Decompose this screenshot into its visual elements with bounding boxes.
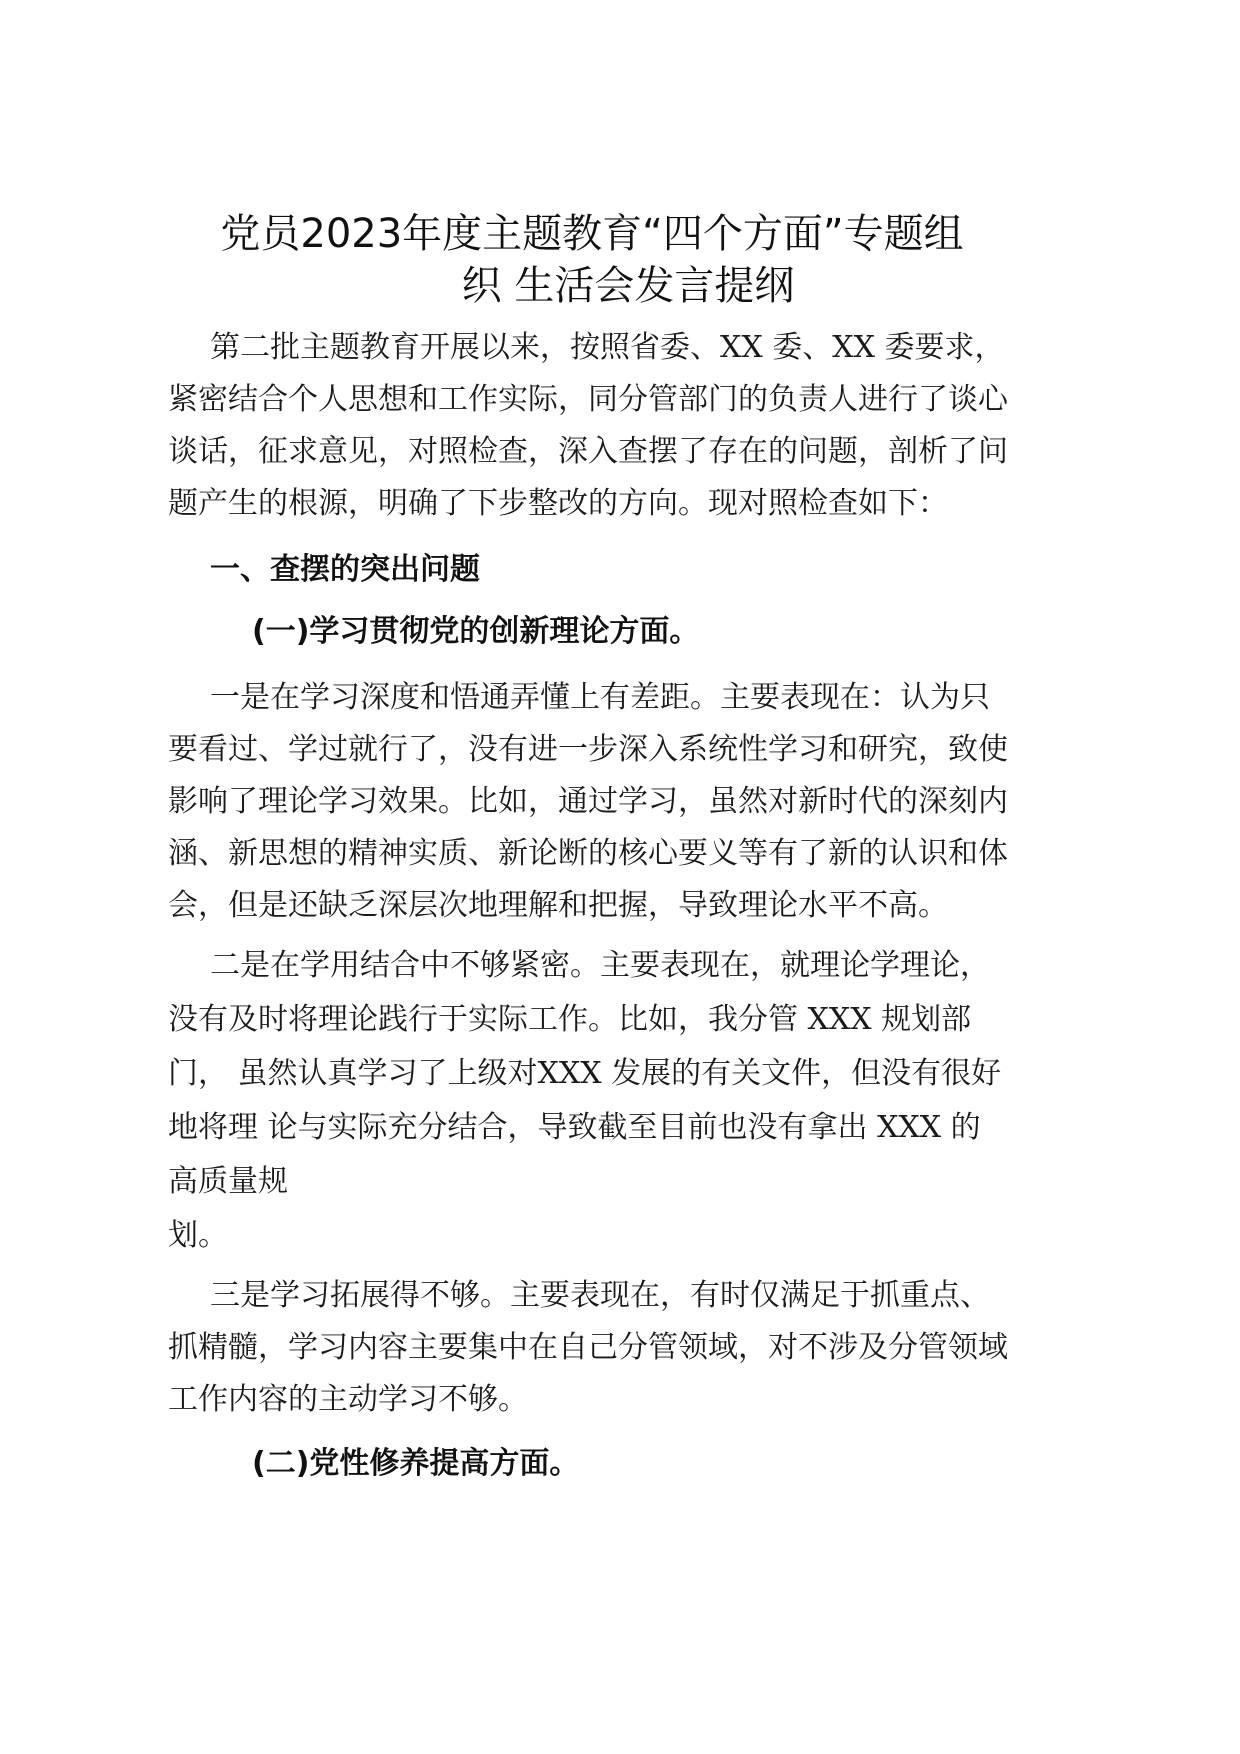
para1-line-3: 影响了理论学习效果。比如，通过学习，虽然对新时代的深刻内 [168, 784, 1008, 819]
para2-line-6: 划。 [168, 1218, 228, 1253]
section-heading-problems: 一、查摆的突出问题 [210, 552, 480, 587]
document-title-line-1: 党员2023年度主题教育“四个方面”专题组 [220, 211, 964, 257]
para2-line-5: 高质量规 [168, 1164, 288, 1199]
para3-line-1: 三是学习拓展得不够。主要表现在，有时仅满足于抓重点、 [210, 1278, 990, 1313]
subsection-heading-party-spirit: (二)党性修养提高方面。 [252, 1446, 580, 1481]
para2-line-1: 二是在学用结合中不够紧密。主要表现在，就理论学理论， [210, 948, 990, 983]
para3-line-2: 抓精髓，学习内容主要集中在自己分管领域，对不涉及分管领域 [168, 1330, 1008, 1365]
para1-line-2: 要看过、学过就行了，没有进一步深入系统性学习和研究，致使 [168, 732, 1008, 767]
intro-line-3: 谈话，征求意见，对照检查，深入查摆了存在的问题，剖析了问 [168, 434, 1008, 469]
para1-line-5: 会，但是还缺乏深层次地理解和把握，导致理论水平不高。 [168, 888, 948, 923]
para2-line-2: 没有及时将理论践行于实际工作。比如，我分管 XXX 规划部 [168, 1002, 972, 1037]
para1-line-1: 一是在学习深度和悟通弄懂上有差距。主要表现在：认为只 [210, 680, 990, 715]
para1-line-4: 涵、新思想的精神实质、新论断的核心要义等有了新的认识和体 [168, 836, 1008, 871]
para2-line-3: 门， 虽然认真学习了上级对XXX 发展的有关文件，但没有很好 [168, 1056, 1002, 1091]
document-title-line-2: 织 生活会发言提纲 [461, 263, 795, 309]
para3-line-3: 工作内容的主动学习不够。 [168, 1382, 528, 1417]
subsection-heading-theory: (一)学习贯彻党的创新理论方面。 [252, 614, 700, 649]
intro-line-1: 第二批主题教育开展以来，按照省委、XX 委、XX 委要求， [210, 330, 1005, 365]
intro-line-2: 紧密结合个人思想和工作实际，同分管部门的负责人进行了谈心 [168, 382, 1008, 417]
intro-line-4: 题产生的根源，明确了下步整改的方向。现对照检查如下： [168, 486, 948, 521]
para2-line-4: 地将理 论与实际充分结合，导致截至目前也没有拿出 XXX 的 [168, 1110, 981, 1145]
